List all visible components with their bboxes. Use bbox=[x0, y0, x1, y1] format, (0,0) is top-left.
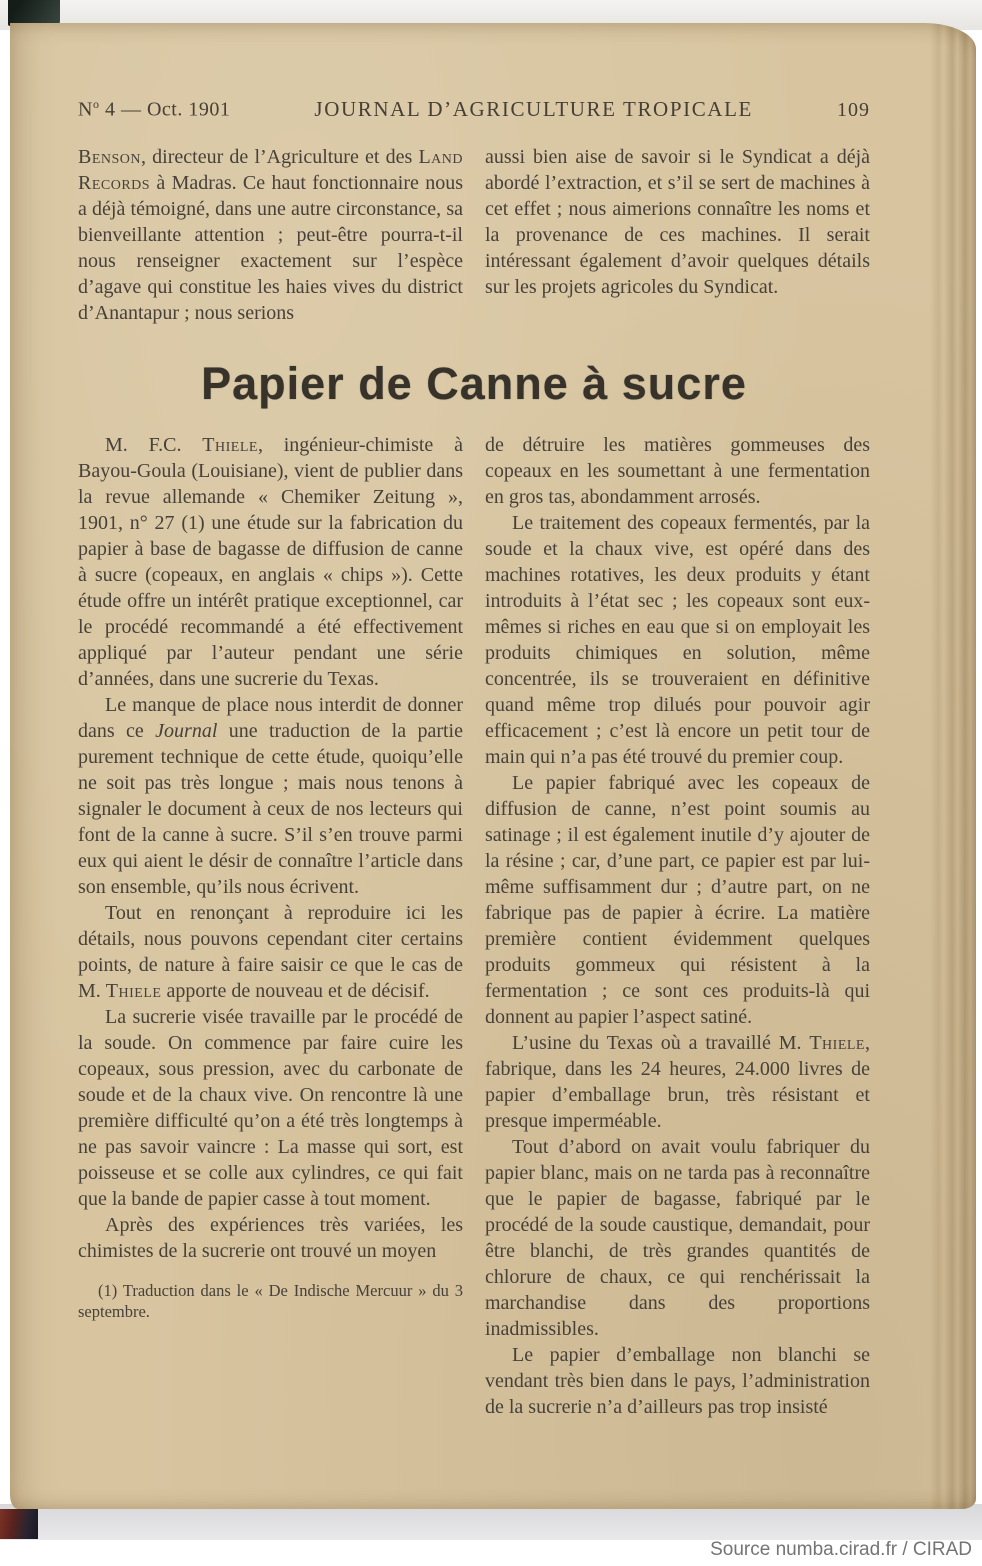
paragraph: La sucrerie visée travaille par le procédé de la soude. On commence par faire cuire les copeaux, sous pression, avec du carbonate de soude et de la chaux vive. On rencontre là une première difficulté qu’on a été très longtemps à ne pas savoir vaincre : La masse qui sort, est poisseuse et se colle aux cylindres, ce qui fait que la bande de papier casse à tout moment. bbox=[78, 1006, 463, 1210]
article-left-column bbox=[78, 432, 463, 1420]
article-right-column bbox=[485, 432, 870, 1420]
paragraph: Le manque de place nous interdit de donner dans ce Journal une traduction de la partie purement technique de cette étude, quoiqu’elle ne soit pas très longue ; mais nous tenons à signaler le document à ceux de nos lecteurs qui font de la canne à sucre. S’il s’en trouve parmi eux qui aient le désir de connaître l’article dans son ensemble, qu’ils nous écrivent. bbox=[78, 694, 463, 898]
top-right-column bbox=[485, 144, 870, 326]
page-number: 109 bbox=[837, 99, 870, 121]
stacked-page-edges bbox=[930, 23, 976, 1509]
source-credit: Source numba.cirad.fr / CIRAD bbox=[710, 1539, 972, 1560]
paragraph: Après des expériences très variées, les chimistes de la sucrerie ont trouvé un moyen bbox=[78, 1214, 463, 1262]
top-section bbox=[78, 144, 870, 326]
paragraph: aussi bien aise de savoir si le Syndicat a déjà abordé l’extraction, et s’il se sert de machines à cet effet ; nous aimerions connaître les noms et la provenance de ces machines. Il serait intéressant également d’avoir quelques détails sur les projets agricoles du Syndicat. bbox=[485, 146, 870, 298]
issue-number: $N^o$ 4 — Oct. 1901 bbox=[78, 97, 231, 121]
paragraph: M. F.C. Thiele, ingénieur-chimiste à Bayou-Goula (Louisiane), vient de publier dans la revue allemande « Chemiker Zeitung », 1901, n° 27 (1) une étude sur la fabrication du papier à base de bagasse de diffusion de canne à sucre (copeaux, en anglais « chips »). Cette étude offre un intérêt pratique exceptionnel, car le procédé recommandé a été effectivement appliqué par l’auteur pendant une série d’années, dans une sucrerie du Texas. bbox=[78, 434, 463, 690]
paragraph: Tout en renonçant à reproduire ici les détails, nous pouvons cependant citer certains points, de nature à faire saisir ce que le cas de M. Thiele apporte de nouveau et de décisif. bbox=[78, 902, 463, 1002]
footnote-text: (1) Traduction dans le « De Indische Mercuur » du 3 septembre. bbox=[78, 1281, 463, 1321]
paragraph: Le papier fabriqué avec les copeaux de diffusion de canne, n’est point soumis au satinage ; il est également inutile d’y ajouter de la résine ; car, d’une part, ce papier est par lui-même suffisamment dur ; d’autre part, on ne fabrique pas de papier à écrire. La matière première contient évidemment quelques produits gommeux qui résistent à la fermentation ; ce sont ces produits-là qui donnent au papier l’aspect satiné. bbox=[485, 772, 870, 1028]
journal-title: JOURNAL D’AGRICULTURE TROPICALE bbox=[314, 97, 753, 121]
paragraph: L’usine du Texas où a travaillé M. Thiele, fabrique, dans les 24 heures, 24.000 livres de papier d’emballage brun, très résistant et presque imperméable. bbox=[485, 1032, 870, 1132]
paragraph: Tout d’abord on avait voulu fabriquer du papier blanc, mais on ne tarda pas à reconnaître que le papier de bagasse, fabriqué par le procédé de la soude caustique, demandait, pour être blanchi, de très grandes quantités de chlorure de chaux, ce qui renchérissait la marchandise dans des proportions inadmissibles. bbox=[485, 1136, 870, 1340]
paragraph: Le papier d’emballage non blanchi se vendant très bien dans le pays, l’administration de la sucrerie n’a d’ailleurs pas trop insisté bbox=[485, 1344, 870, 1418]
book-page bbox=[10, 23, 976, 1509]
scan-background-bottom bbox=[0, 1504, 982, 1540]
paragraph: de détruire les matières gommeuses des copeaux en les soumettant à une fermentation en gros tas, abondamment arrosés. bbox=[485, 434, 870, 508]
top-left-column bbox=[78, 144, 463, 326]
article-title: Papier de Canne à sucre bbox=[201, 358, 747, 409]
book-cover-corner bbox=[0, 1509, 38, 1539]
paragraph: Benson, directeur de l’Agriculture et des Land Records à Madras. Ce haut fonctionnaire nous a déjà témoigné, dans une autre circonstance, sa bienveillante attention ; peut-être pourra-t-il nous renseigner exactement sur l’espèce d’agave qui constitue les haies vives du district d’Anantapur ; nous serions bbox=[78, 146, 463, 324]
footnote bbox=[78, 1280, 463, 1322]
article-body bbox=[78, 432, 870, 1420]
paragraph: Le traitement des copeaux fermentés, par la soude et la chaux vive, est opéré dans des machines rotatives, les deux produits y étant introduits à l’état sec ; les copeaux sont eux-mêmes si riches en eau que si on employait les produits chimiques en solution, même concentrée, ils se trouveraient en définitive quand même trop dilués pour pouvoir agir efficacement ; c’est là encore un petit tour de main qui n’a pas été trouvé du premier coup. bbox=[485, 512, 870, 768]
page-header bbox=[78, 97, 870, 122]
page-content bbox=[78, 23, 870, 1509]
